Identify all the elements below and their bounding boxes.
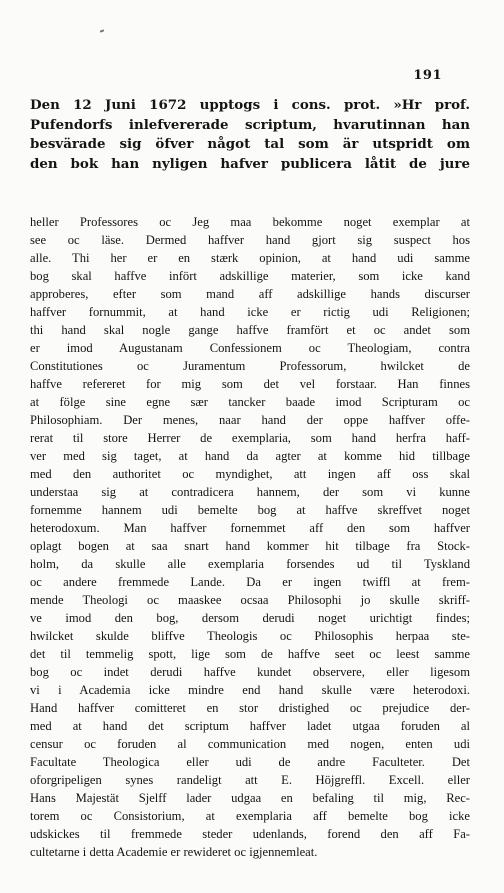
intro-line: den bok han nyligen hafver publicera låtit de jure (30, 155, 470, 172)
text-line: censur oc foruden al communication med nogen, enten udi (30, 737, 470, 751)
text-line: udskickes til fremmede steder udenlands, forend den aff Fa- (30, 827, 470, 841)
intro-line: Den 12 Juni 1672 upptogs i cons. prot. »Hr prof. (30, 97, 470, 113)
quoted-letter-text (30, 213, 470, 861)
text-line: rerat til store Herrer de exemplaria, som hand herfra haff- (30, 431, 470, 445)
text-line: cultetarne i detta Academie er rewideret oc igjennemleat. (30, 845, 318, 859)
text-line: at fölge sine egne sær tancker baade imod Scripturam oc (30, 395, 470, 409)
text-line: bog skal haffve infört adskillige materier, som icke kand (30, 269, 470, 283)
intro-line: besvärade sig öfver något tal som är utspridt om (30, 136, 470, 152)
text-line: det til temmelig spott, lige som de haffve seet oc leest samme (30, 647, 470, 661)
text-line: ver med sig taget, at hand da agter at komme hid tillbage (30, 449, 470, 463)
text-line: Constitutiones oc Juramentum Professorum, hwilcket de (30, 359, 470, 373)
text-line: Facultate Theologica eller udi de andre Faculteter. Det (30, 755, 470, 769)
text-line: er imod Augustanam Confessionem oc Theologiam, contra (30, 341, 470, 355)
text-line: med at hand det scriptum haffver ladet utgaa foruden al (30, 719, 470, 733)
text-line: ve imod den bog, dersom derudi noget urichtigt findes; (30, 611, 470, 625)
text-line: oplagt bogen at saa snart hand kommer hit tilbage fra Stock- (30, 539, 470, 553)
text-line: med den authoritet oc myndighet, att ingen aff oss skal (30, 467, 470, 481)
text-line: thi hand skal nogle gange haffve framfört et oc andet som (30, 323, 470, 337)
text-line: Philosophiam. Der menes, naar hand der oppe haffver offe- (30, 413, 470, 427)
text-line: understaa sig at contradicera hannem, der som vi kunne (30, 485, 470, 499)
text-line: mende Theologi oc maaskee ocsaa Philosophi jo skulle skriff- (30, 593, 470, 607)
text-line: haffve refereret for mig som det vel forstaar. Han finnes (30, 377, 470, 391)
paper-speck (100, 29, 104, 32)
text-line: fornemme hannem udi bemelte bog at haffve skreffvet noget (30, 503, 470, 517)
intro-paragraph (30, 96, 470, 174)
text-line: holm, da skulle alle exemplaria forsendes ud til Tyskland (30, 557, 470, 571)
text-line: see oc läse. Dermed haffver hand gjort sig suspect hos (30, 233, 470, 247)
text-line: Hans Majestät Sjelff lader udgaa en befaling til mig, Rec- (30, 791, 470, 805)
text-line: vi i Academia icke mindre end hand skulle være heterodoxi. (30, 683, 470, 697)
text-line: approberes, efter som mand aff adskillige hands discurser (30, 287, 470, 301)
text-line: Hand haffver comitteret en stor dristighed oc prejudice der- (30, 701, 470, 715)
text-line: heller Professores oc Jeg maa bekomme noget exemplar at (30, 215, 470, 229)
text-line: alle. Thi her er en stærk opinion, at hand udi samme (30, 251, 470, 265)
text-line: oc andere fremmede Lande. Da er ingen twiffl at frem- (30, 575, 470, 589)
text-line: haffver fornummit, at hand icke er rictig udi Religionen; (30, 305, 470, 319)
text-line: bog oc indet derudi haffve kundet observere, eller ligesom (30, 665, 470, 679)
text-line: heterodoxum. Man haffver fornemmet aff den som haffver (30, 521, 470, 535)
page-number: 191 (413, 68, 442, 83)
text-line: torem oc Consistorium, at exemplaria aff bemelte bog icke (30, 809, 470, 823)
intro-line: Pufendorfs inlefvererade scriptum, hvarutinnan han (30, 116, 470, 133)
text-line: oforgripeligen synes randeligt att E. Höjgreffl. Excell. eller (30, 773, 470, 787)
text-line: hwilcket skulde bliffve Theologis oc Philosophis herpaa ste- (30, 629, 470, 643)
